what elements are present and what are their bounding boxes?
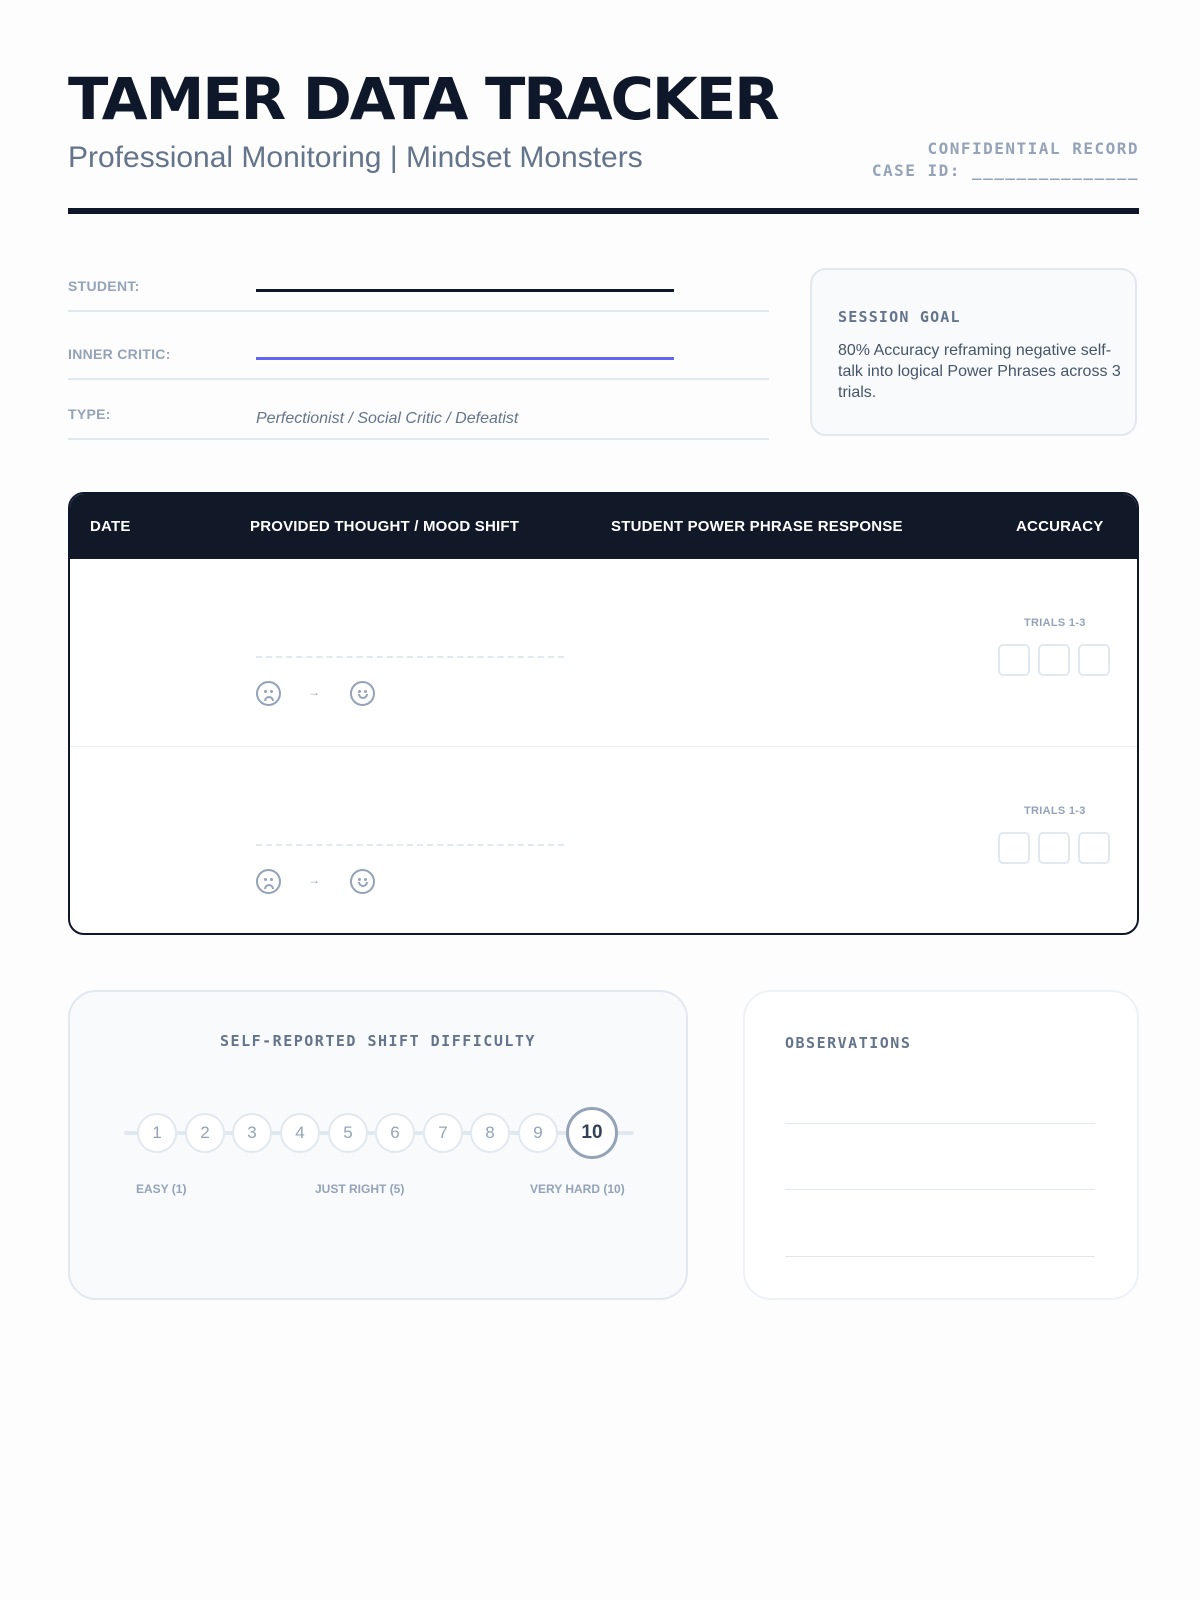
type-label: TYPE: — [68, 406, 111, 422]
header-date: DATE — [90, 518, 131, 535]
observation-line[interactable] — [785, 1256, 1095, 1257]
trial-2-checkbox[interactable] — [1038, 644, 1070, 676]
data-table — [68, 492, 1139, 935]
header-response: STUDENT POWER PHRASE RESPONSE — [611, 518, 903, 535]
session-goal-card — [810, 268, 1137, 436]
header-accuracy: ACCURACY — [1016, 518, 1104, 535]
difficulty-option-6[interactable]: 6 — [375, 1113, 415, 1153]
trial-3-checkbox[interactable] — [1078, 832, 1110, 864]
happy-face-icon[interactable] — [350, 681, 375, 706]
tracker-page — [68, 0, 1139, 1600]
difficulty-option-5[interactable]: 5 — [328, 1113, 368, 1153]
inner-critic-field[interactable] — [68, 324, 769, 380]
difficulty-card — [68, 990, 688, 1300]
difficulty-option-10[interactable]: 10 — [566, 1107, 618, 1159]
header-divider — [68, 208, 1139, 214]
arrow-icon: → — [308, 685, 320, 699]
thought-line[interactable] — [256, 844, 564, 846]
difficulty-option-1[interactable]: 1 — [137, 1113, 177, 1153]
page-title: TAMER DATA TRACKER — [68, 65, 778, 133]
student-input-line[interactable] — [256, 289, 674, 292]
observations-title: OBSERVATIONS — [785, 1034, 912, 1052]
arrow-icon: → — [308, 873, 320, 887]
inner-critic-label: INNER CRITIC: — [68, 346, 171, 362]
trial-2-checkbox[interactable] — [1038, 832, 1070, 864]
table-header — [70, 494, 1137, 559]
observation-line[interactable] — [785, 1123, 1095, 1124]
session-goal-text: 80% Accuracy reframing negative self-talk into logical Power Phrases across 3 trials. — [838, 342, 1121, 401]
difficulty-title: SELF-REPORTED SHIFT DIFFICULTY — [220, 1032, 536, 1050]
difficulty-option-3[interactable]: 3 — [232, 1113, 272, 1153]
table-row[interactable] — [70, 559, 1137, 746]
header-thought: PROVIDED THOUGHT / MOOD SHIFT — [250, 518, 520, 535]
very-hard-label: VERY HARD (10) — [530, 1182, 625, 1196]
just-right-label: JUST RIGHT (5) — [315, 1182, 405, 1196]
trial-1-checkbox[interactable] — [998, 644, 1030, 676]
type-options: Perfectionist / Social Critic / Defeatist — [256, 410, 519, 427]
inner-critic-input-line[interactable] — [256, 357, 674, 360]
difficulty-option-4[interactable]: 4 — [280, 1113, 320, 1153]
confidential-block — [872, 138, 1139, 182]
type-field[interactable] — [68, 392, 769, 440]
table-row[interactable] — [70, 746, 1137, 934]
sad-face-icon[interactable] — [256, 869, 281, 894]
case-id-field[interactable]: CASE ID: _______________ — [871, 161, 1139, 180]
easy-label: EASY (1) — [136, 1182, 187, 1196]
confidential-label: CONFIDENTIAL RECORD — [927, 139, 1139, 158]
observation-line[interactable] — [785, 1189, 1095, 1190]
difficulty-option-8[interactable]: 8 — [470, 1113, 510, 1153]
student-field[interactable] — [68, 262, 769, 312]
difficulty-option-2[interactable]: 2 — [185, 1113, 225, 1153]
trials-label: TRIALS 1-3 — [1024, 617, 1086, 629]
difficulty-option-9[interactable]: 9 — [518, 1113, 558, 1153]
sad-face-icon[interactable] — [256, 681, 281, 706]
page-subtitle: Professional Monitoring | Mindset Monsters — [68, 141, 643, 174]
student-label: STUDENT: — [68, 278, 140, 294]
happy-face-icon[interactable] — [350, 869, 375, 894]
trials-label: TRIALS 1-3 — [1024, 805, 1086, 817]
trial-1-checkbox[interactable] — [998, 832, 1030, 864]
session-goal-title: SESSION GOAL — [838, 308, 961, 326]
trial-3-checkbox[interactable] — [1078, 644, 1110, 676]
thought-line[interactable] — [256, 656, 564, 658]
observations-card — [743, 990, 1139, 1300]
difficulty-option-7[interactable]: 7 — [423, 1113, 463, 1153]
